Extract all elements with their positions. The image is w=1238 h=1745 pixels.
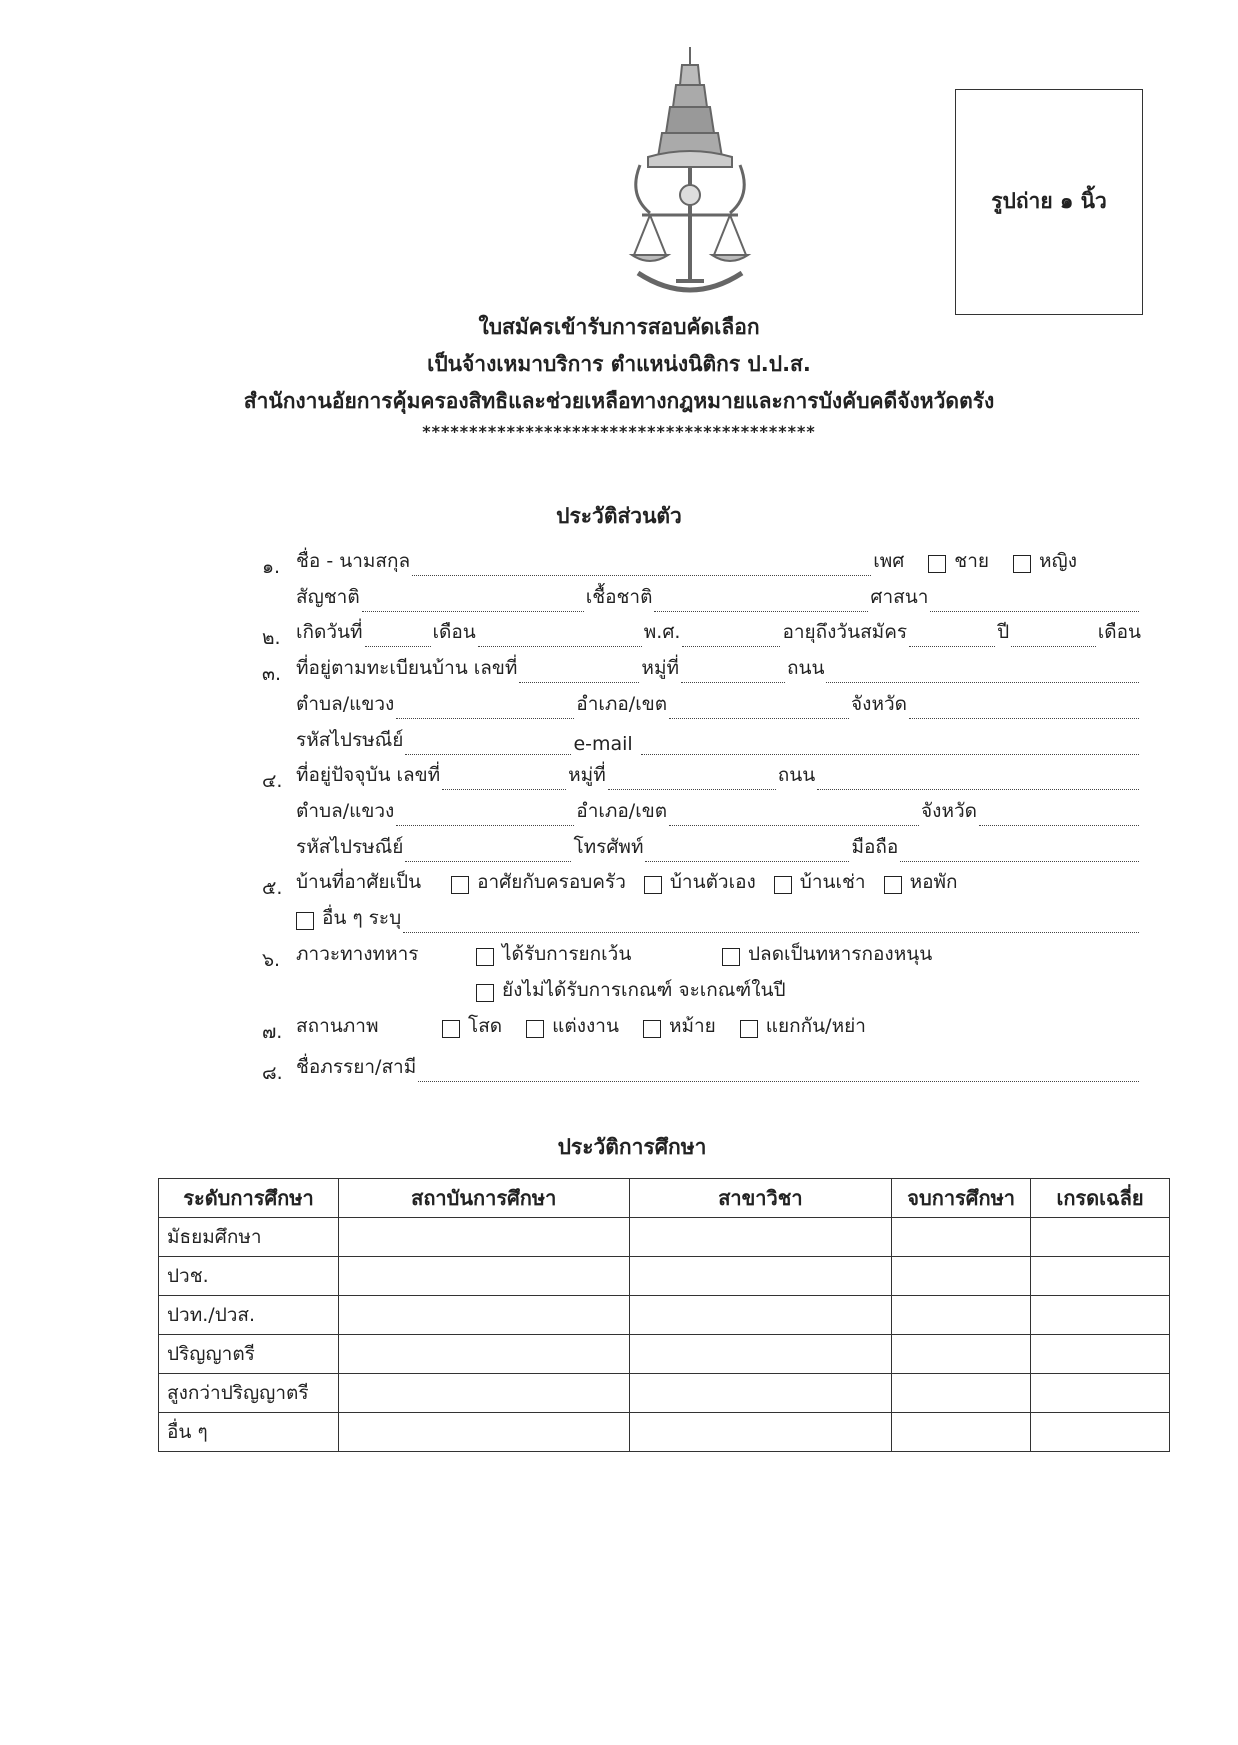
name-field[interactable]	[412, 555, 871, 576]
education-history-heading: ประวัติการศึกษา	[557, 1135, 707, 1159]
row-nationality	[296, 584, 1141, 612]
current-road-field[interactable]	[817, 769, 1139, 790]
major-cell[interactable]	[629, 1413, 892, 1452]
gpa-cell[interactable]	[1031, 1218, 1170, 1257]
graduation-cell[interactable]	[892, 1296, 1031, 1335]
current-district-label: อำเภอ/เขต	[576, 800, 668, 822]
current-address-label: ที่อยู่ปัจจุบัน เลขที่	[296, 764, 441, 786]
scales-of-justice-emblem-icon	[620, 45, 760, 300]
phone-field[interactable]	[645, 841, 849, 862]
table-row	[159, 1335, 1170, 1374]
major-cell[interactable]	[629, 1335, 892, 1374]
gpa-cell[interactable]	[1031, 1413, 1170, 1452]
row-registered-district	[296, 691, 1141, 719]
graduation-cell[interactable]	[892, 1374, 1031, 1413]
institution-cell[interactable]	[338, 1218, 629, 1257]
education-level-cell: ปวช.	[159, 1257, 339, 1296]
row-birth-date	[296, 619, 1141, 647]
table-row	[159, 1374, 1170, 1413]
photo-placeholder-box	[955, 89, 1143, 315]
row-current-district	[296, 798, 1141, 826]
age-years-label: ปี	[997, 621, 1010, 643]
subdistrict-field[interactable]	[396, 698, 574, 719]
current-subdistrict-field[interactable]	[396, 805, 574, 826]
item-number-5: ๕.	[262, 877, 283, 899]
education-table-header	[159, 1179, 1170, 1218]
married-label: แต่งงาน	[552, 1015, 619, 1037]
form-subtitle-position: เป็นจ้างเหมาบริการ ตำแหน่งนิติกร ป.ป.ส.	[427, 352, 811, 376]
education-level-cell: ปวท./ปวส.	[159, 1296, 339, 1335]
birth-year-label: พ.ศ.	[643, 621, 681, 643]
district-field[interactable]	[669, 698, 849, 719]
name-label: ชื่อ - นามสกุล	[296, 550, 411, 572]
residence-own-checkbox[interactable]	[644, 876, 662, 894]
residence-dorm-checkbox[interactable]	[884, 876, 902, 894]
religion-label: ศาสนา	[870, 586, 929, 608]
institution-cell[interactable]	[338, 1296, 629, 1335]
institution-cell[interactable]	[338, 1374, 629, 1413]
residence-rent-checkbox[interactable]	[774, 876, 792, 894]
road-label: ถนน	[787, 657, 825, 679]
nationality-label: สัญชาติ	[296, 586, 360, 608]
male-checkbox[interactable]	[928, 555, 946, 573]
major-cell[interactable]	[629, 1257, 892, 1296]
column-header: สถาบันการศึกษา	[338, 1179, 629, 1218]
residence-family-checkbox[interactable]	[451, 876, 469, 894]
table-row	[159, 1296, 1170, 1335]
residence-rent-label: บ้านเช่า	[799, 871, 866, 893]
row-marital-status	[296, 1013, 1141, 1041]
institution-cell[interactable]	[338, 1257, 629, 1296]
table-row	[159, 1257, 1170, 1296]
house-number-field[interactable]	[519, 662, 639, 683]
province-field[interactable]	[909, 698, 1139, 719]
title-divider: ******************************************	[422, 422, 816, 441]
item-number-4: ๔.	[262, 770, 283, 792]
residence-other-checkbox[interactable]	[296, 912, 314, 930]
moo-field[interactable]	[681, 662, 785, 683]
graduation-cell[interactable]	[892, 1413, 1031, 1452]
major-cell[interactable]	[629, 1296, 892, 1335]
education-table	[158, 1178, 1170, 1452]
education-level-cell: สูงกว่าปริญญาตรี	[159, 1374, 339, 1413]
residence-own-label: บ้านตัวเอง	[669, 871, 756, 893]
birth-month-field[interactable]	[478, 626, 642, 647]
military-pending-checkbox[interactable]	[476, 984, 494, 1002]
table-row	[159, 1413, 1170, 1452]
birth-day-field[interactable]	[365, 626, 431, 647]
current-road-label: ถนน	[777, 764, 816, 786]
education-level-cell: ปริญญาตรี	[159, 1335, 339, 1374]
separated-label: แยกกัน/หย่า	[765, 1015, 866, 1037]
residence-other-label: อื่น ๆ ระบุ	[322, 907, 402, 929]
column-header: จบการศึกษา	[892, 1179, 1031, 1218]
birth-month-label: เดือน	[432, 621, 476, 643]
district-label: อำเภอ/เขต	[576, 693, 668, 715]
race-label: เชื้อชาติ	[585, 586, 653, 608]
education-level-cell: อื่น ๆ	[159, 1413, 339, 1452]
item-number-1: ๑.	[262, 556, 281, 578]
mobile-field[interactable]	[900, 841, 1139, 862]
major-cell[interactable]	[629, 1374, 892, 1413]
current-house-number-field[interactable]	[442, 769, 566, 790]
form-subtitle-office: สำนักงานอัยการคุ้มครองสิทธิและช่วยเหลือทางกฎหมายและการบังคับคดีจังหวัดตรัง	[243, 389, 995, 413]
road-field[interactable]	[826, 662, 1139, 683]
gpa-cell[interactable]	[1031, 1335, 1170, 1374]
military-reserve-label: ปลดเป็นทหารกองหนุน	[748, 943, 933, 965]
residence-label: บ้านที่อาศัยเป็น	[296, 871, 422, 893]
row-residence-other	[296, 905, 1141, 933]
form-title: ใบสมัครเข้ารับการสอบคัดเลือก	[478, 315, 760, 339]
row-registered-address	[296, 655, 1141, 683]
graduation-cell[interactable]	[892, 1257, 1031, 1296]
row-military-pending	[476, 977, 1141, 1005]
current-moo-field[interactable]	[608, 769, 776, 790]
religion-field[interactable]	[930, 591, 1139, 612]
current-district-field[interactable]	[669, 805, 919, 826]
row-current-contact	[296, 834, 1141, 862]
column-header: สาขาวิชา	[629, 1179, 892, 1218]
moo-label: หมู่ที่	[641, 657, 679, 679]
current-moo-label: หมู่ที่	[568, 764, 606, 786]
marital-status-label: สถานภาพ	[296, 1015, 379, 1037]
phone-label: โทรศัพท์	[573, 836, 644, 858]
current-postcode-field[interactable]	[405, 841, 571, 862]
military-pending-label: ยังไม่ได้รับการเกณฑ์ จะเกณฑ์ในปี	[502, 979, 786, 1001]
email-label: e-mail	[573, 733, 633, 755]
married-checkbox[interactable]	[526, 1020, 544, 1038]
male-label: ชาย	[954, 550, 989, 572]
residence-other-field[interactable]	[403, 912, 1139, 933]
registered-address-label: ที่อยู่ตามทะเบียนบ้าน เลขที่	[296, 657, 518, 679]
institution-cell[interactable]	[338, 1413, 629, 1452]
military-exempt-label: ได้รับการยกเว้น	[502, 943, 632, 965]
row-spouse	[296, 1054, 1141, 1082]
education-level-cell: มัธยมศึกษา	[159, 1218, 339, 1257]
row-residence	[296, 869, 1141, 897]
residence-dorm-label: หอพัก	[909, 871, 958, 893]
row-military	[296, 941, 1141, 969]
female-checkbox[interactable]	[1013, 555, 1031, 573]
item-number-3: ๓.	[262, 663, 282, 685]
race-field[interactable]	[654, 591, 868, 612]
age-months-field[interactable]	[1011, 626, 1096, 647]
gpa-cell[interactable]	[1031, 1374, 1170, 1413]
single-label: โสด	[468, 1015, 503, 1037]
item-number-8: ๘.	[262, 1062, 283, 1084]
institution-cell[interactable]	[338, 1335, 629, 1374]
row-name-gender	[296, 548, 1141, 576]
nationality-field[interactable]	[362, 591, 584, 612]
photo-label: รูปถ่าย ๑ นิ้ว	[991, 189, 1107, 213]
column-header: เกรดเฉลี่ย	[1031, 1179, 1170, 1218]
military-reserve-checkbox[interactable]	[722, 948, 740, 966]
email-field[interactable]	[641, 734, 1139, 755]
residence-family-label: อาศัยกับครอบครัว	[477, 871, 626, 893]
table-row	[159, 1218, 1170, 1257]
mobile-label: มือถือ	[851, 836, 899, 858]
column-header: ระดับการศึกษา	[159, 1179, 339, 1218]
birth-day-label: เกิดวันที่	[296, 621, 363, 643]
postcode-field[interactable]	[405, 734, 571, 755]
current-subdistrict-label: ตำบล/แขวง	[296, 800, 395, 822]
age-years-field[interactable]	[909, 626, 995, 647]
row-current-address	[296, 762, 1141, 790]
separated-checkbox[interactable]	[740, 1020, 758, 1038]
row-registered-postcode	[296, 727, 1141, 755]
item-number-6: ๖.	[262, 949, 281, 971]
spouse-field[interactable]	[418, 1061, 1139, 1082]
age-label: อายุถึงวันสมัคร	[782, 621, 908, 643]
item-number-7: ๗.	[262, 1021, 283, 1043]
item-number-2: ๒.	[262, 627, 281, 649]
single-checkbox[interactable]	[442, 1020, 460, 1038]
military-exempt-checkbox[interactable]	[476, 948, 494, 966]
spouse-label: ชื่อภรรยา/สามี	[296, 1056, 417, 1078]
current-province-label: จังหวัด	[921, 800, 977, 822]
major-cell[interactable]	[629, 1218, 892, 1257]
widowed-label: หม้าย	[668, 1015, 716, 1037]
age-months-label: เดือน	[1097, 621, 1141, 643]
postcode-label: รหัสไปรษณีย์	[296, 729, 404, 751]
gpa-cell[interactable]	[1031, 1296, 1170, 1335]
military-label: ภาวะทางทหาร	[296, 943, 419, 965]
current-province-field[interactable]	[979, 805, 1139, 826]
female-label: หญิง	[1039, 550, 1077, 572]
widowed-checkbox[interactable]	[643, 1020, 661, 1038]
subdistrict-label: ตำบล/แขวง	[296, 693, 395, 715]
birth-year-field[interactable]	[682, 626, 780, 647]
province-label: จังหวัด	[851, 693, 907, 715]
graduation-cell[interactable]	[892, 1335, 1031, 1374]
graduation-cell[interactable]	[892, 1218, 1031, 1257]
gpa-cell[interactable]	[1031, 1257, 1170, 1296]
gender-label: เพศ	[873, 550, 905, 572]
personal-history-heading: ประวัติส่วนตัว	[556, 504, 682, 528]
current-postcode-label: รหัสไปรษณีย์	[296, 836, 404, 858]
